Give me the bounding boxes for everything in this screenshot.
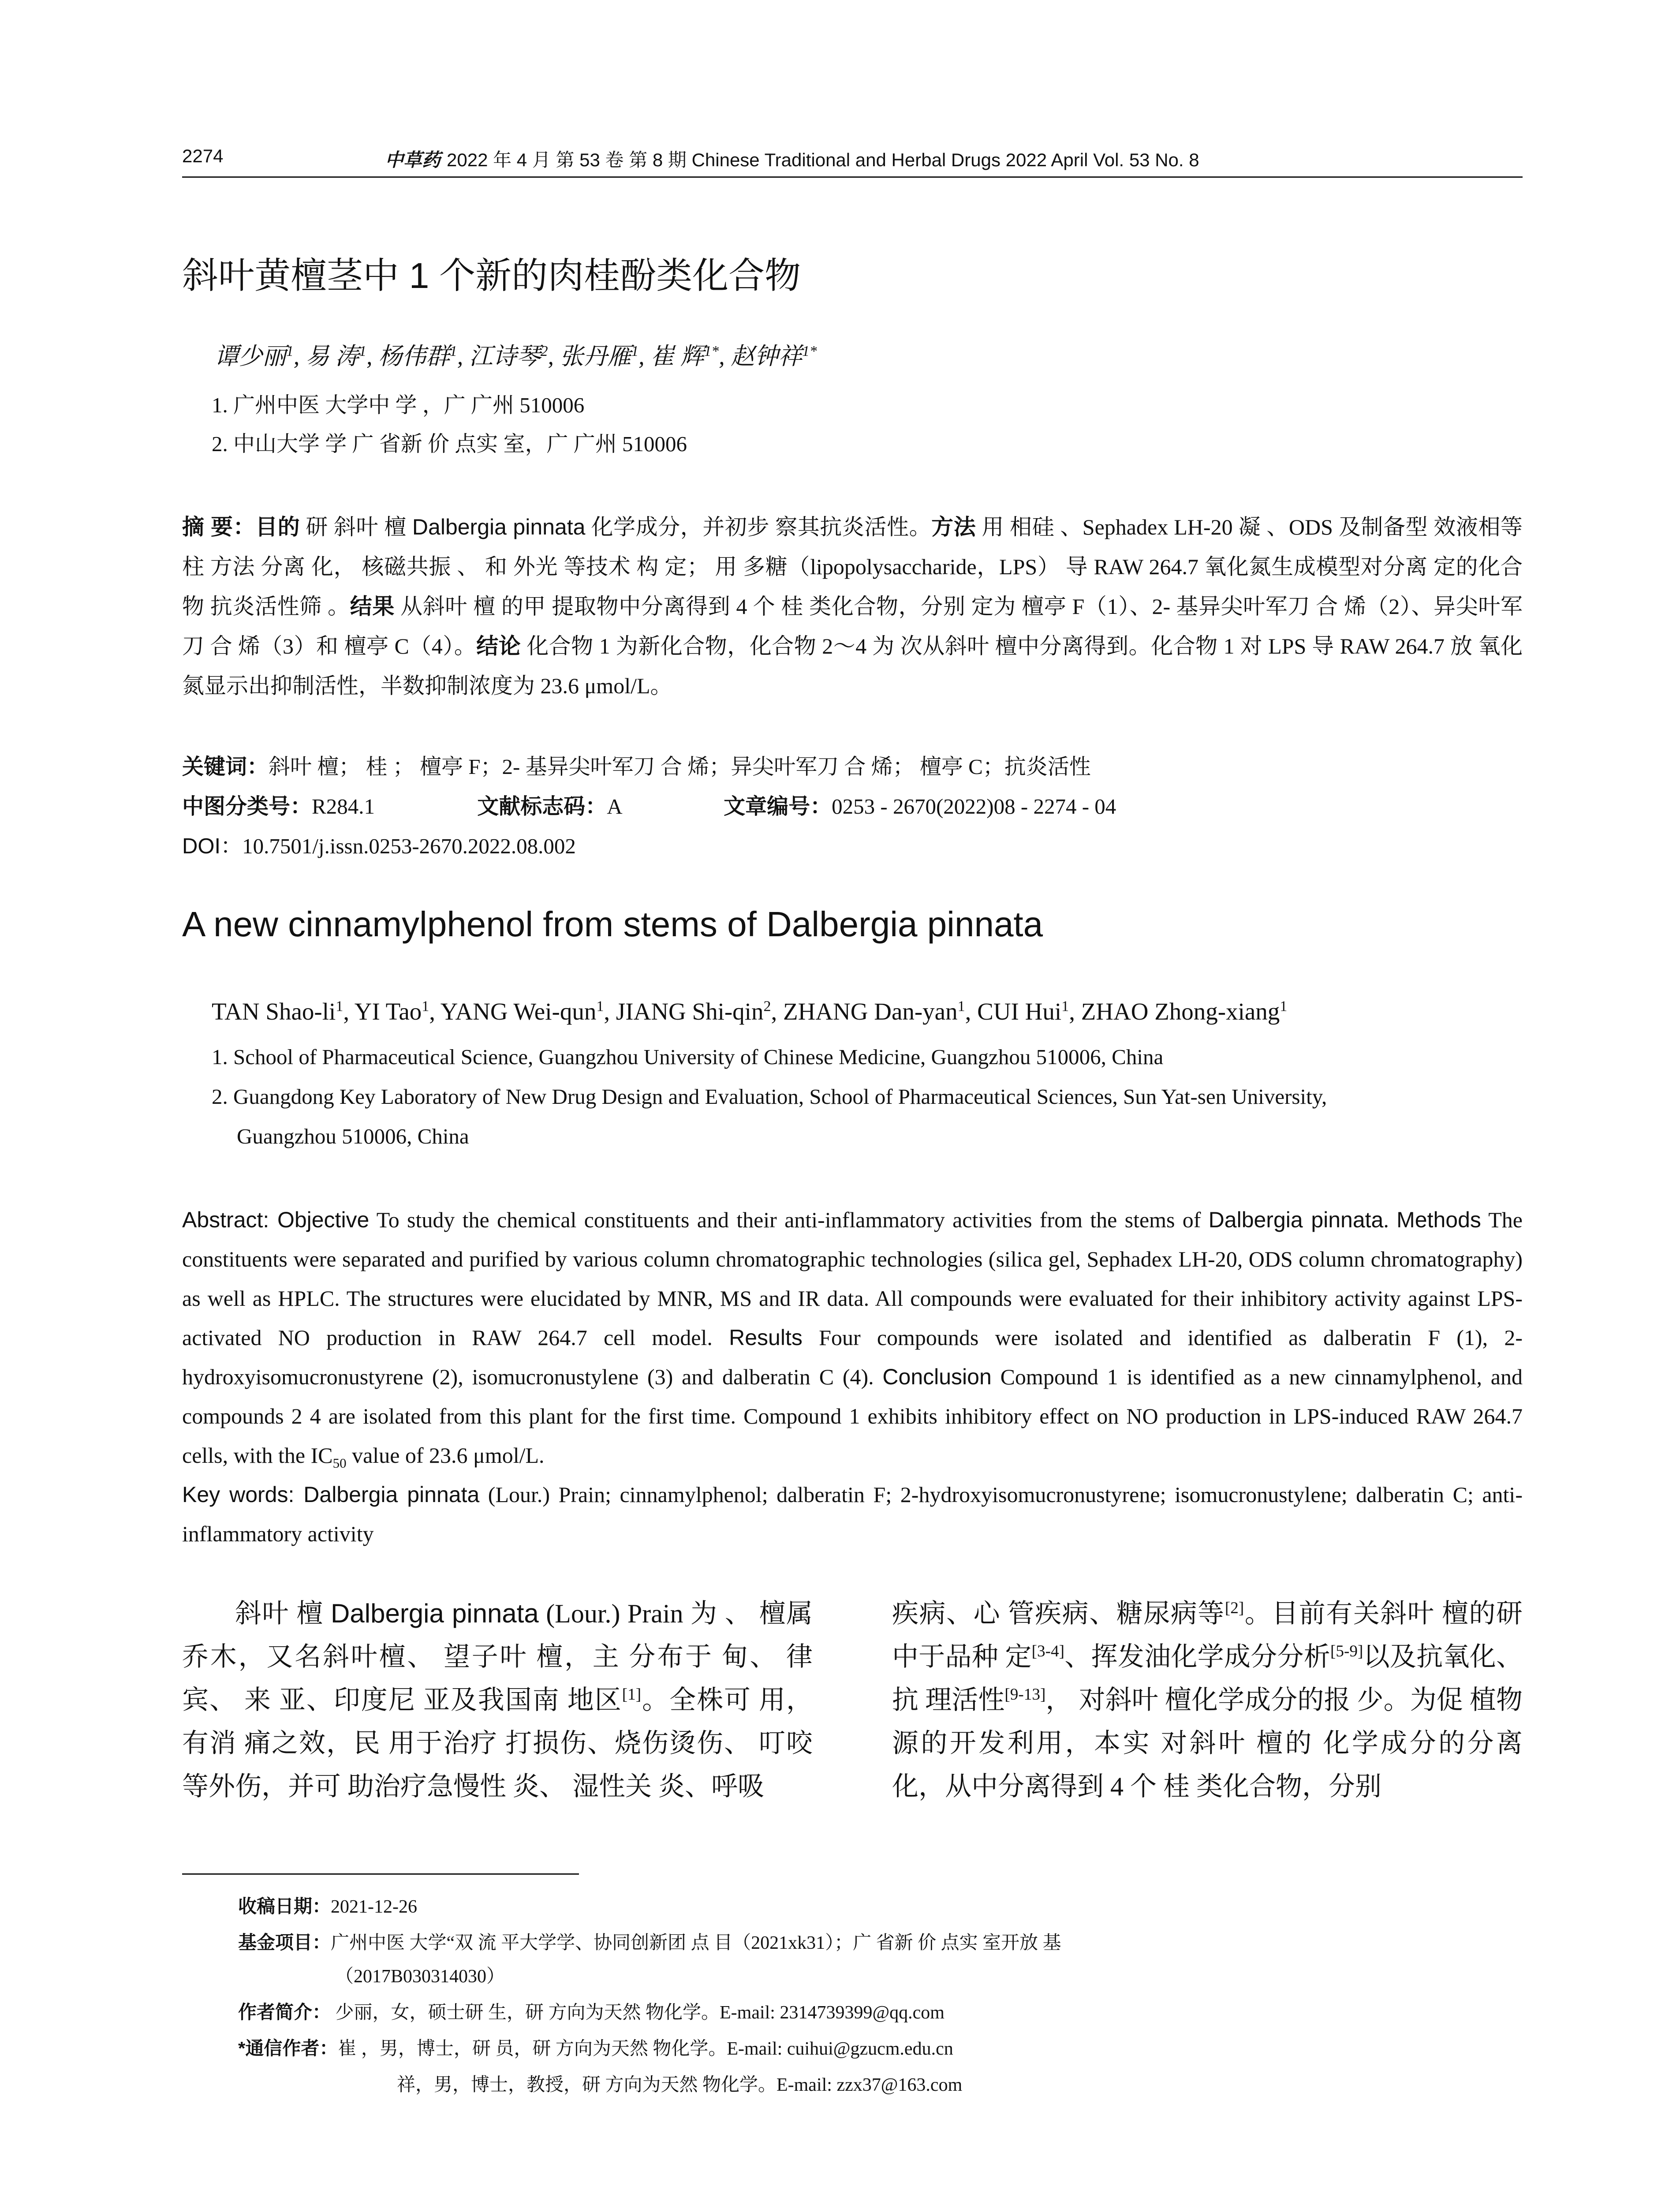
objective-label: 目的	[255, 515, 300, 539]
author-name: 谭少丽	[215, 343, 286, 370]
author-name: 杨伟群	[378, 343, 450, 370]
footnote-corresponding: *通信作者：崔 ，男，博士，研 员，研 方向为天然 物化学。E-mail: cuihui@gzucm.edu.cn	[238, 2038, 953, 2059]
affiliation-en-1: 1. School of Pharmaceutical Science, Guangzhou University of Chinese Medicine, Guangzhou 510006, China	[212, 1045, 1164, 1069]
citation[interactable]: [1]	[622, 1686, 642, 1704]
footnote-received: 收稿日期：2021-12-26	[238, 1896, 417, 1917]
citation[interactable]: [3-4]	[1031, 1642, 1064, 1660]
journal-info	[385, 146, 1199, 172]
running-header	[182, 146, 1523, 172]
results-label: 结果	[350, 594, 395, 619]
conclusion-label-en: Conclusion	[882, 1364, 992, 1389]
article-number: 0253 - 2670(2022)08 - 2274 - 04	[832, 794, 1116, 818]
footnote-author: 作者简介： 少丽，女，硕士研 生，研 方向为天然 物化学。E-mail: 2314739399@qq.com	[238, 2002, 945, 2023]
body-column-left: 斜叶 檀 Dalbergia pinnata (Lour.) Prain 为 、 檀属乔木，又名斜叶檀、 望子叶 檀，主 分布于 甸、 律宾、 来 亚、印度尼 亚及我国南 地区[1]。全株可 用，有消 痛之效，民 用于治疗 打损伤、烧伤烫伤、 叮咬等外伤，并可 助治疗急慢性 炎、 湿性关 炎、呼吸	[182, 1599, 813, 1801]
author-name: TAN Shao-li	[212, 998, 336, 1025]
author-name: 崔 辉	[650, 343, 704, 370]
author-name: ZHAO Zhong-xiang	[1081, 998, 1280, 1025]
author-list-zh: 谭少丽$^1$, 易 涛$^1$, 杨伟群$^1$, 江诗琴$^2$, 张丹雁$^1$, 崔 辉$^{1*}$, 赵钟祥$^{1*}$	[215, 343, 817, 370]
abstract-label-en: Abstract:	[182, 1207, 277, 1232]
body-column-right: 疾病、心 管疾病、糖尿病等[2]。目前有关斜叶 檀的研 中于品种 定[3-4]、挥发油化学成分分析[5-9]以及抗氧化、抗 理活性[9-13]， 对斜叶 檀化学成分的报 少。为促 植物 源的开发利用，本实 对斜叶 檀的 化学成分的分离 化，从中分离得到 4 个 桂 类化合物，分别	[892, 1599, 1523, 1801]
author-name: 江诗琴	[469, 343, 541, 370]
author-name: JIANG Shi-qin	[616, 998, 764, 1025]
objective-label-en: Objective	[277, 1207, 370, 1232]
author-name: ZHANG Dan-yan	[783, 998, 958, 1025]
author-name: CUI Hui	[977, 998, 1062, 1025]
affiliation-zh-2: 2. 中山大学 学 广 省新 价 点实 室，广 广州 510006	[212, 432, 687, 456]
citation[interactable]: [2]	[1225, 1599, 1244, 1617]
abstract-en: Abstract: Objective To study the chemical constituents and their anti-inflammatory activities from the stems of Dalbergia pinnata. Methods The constituents were separated and purified by various column chromatographic technologies (silica gel, Sephadex LH-20, ODS column chromatography) as well as HPLC. The structures were elucidated by MNR, MS and IR data. All compounds were evaluated for their inhibitory activity against LPS-activated NO production in RAW 264.7 cell model. Results Four compounds were isolated and identified as dalberatin F (1), 2-hydroxyisomucronustyrene (2), isomucronustylene (3) and dalberatin C (4). Conclusion Compound 1 is identified as a new cinnamylphenol, and compounds 2 4 are isolated from this plant for the first time. Compound 1 exhibits inhibitory effect on NO production in LPS-induced RAW 264.7 cells, with the $IC_{50}$ value of 23.6 μmol/L. Key words: Dalbergia pinnata (Lour.) Prain; cinnamylphenol; dalberatin F; 2-hydroxyisomucronustyrene; isomucronustylene; dalberatin C; anti-inflammatory activity	[182, 1207, 1523, 1546]
footnote-fund-cont: （2017B030314030）	[335, 1966, 505, 1987]
article-title-en: A new cinnamylphenol from stems of Dalbergia pinnata	[182, 904, 1043, 944]
footnote-corresponding-2: 祥，男，博士，教授，研 方向为天然 物化学。E-mail: zzx37@163.com	[397, 2075, 963, 2095]
species-name: Dalbergia pinnata	[331, 1599, 539, 1628]
species-name: Dalbergia pinnata	[1208, 1207, 1384, 1232]
header-rule	[182, 176, 1523, 178]
article-title-zh: 斜叶黄檀茎中 1 个新的肉桂酚类化合物	[182, 256, 801, 296]
methods-label: 方法	[931, 515, 976, 539]
author-name: 易 涛	[305, 343, 359, 370]
results-label-en: Results	[729, 1325, 803, 1350]
citation[interactable]: [9-13]	[1004, 1686, 1046, 1704]
classification-line: 中图分类号：R284.1 文献标志码：A 文章编号：0253 - 2670(2022)08 - 2274 - 04	[182, 794, 1116, 818]
species-name: Dalbergia pinnata	[303, 1482, 480, 1507]
author-name: 赵钟祥	[731, 343, 803, 370]
doi-link[interactable]: 10.7501/j.issn.0253-2670.2022.08.002	[242, 834, 576, 858]
affiliation-en-2: 2. Guangdong Key Laboratory of New Drug Design and Evaluation, School of Pharmaceutical Sciences, Sun Yat-sen University,	[212, 1084, 1327, 1109]
affiliation-zh-1: 1. 广州中医 大学中 学 ，广 广州 510006	[212, 393, 585, 417]
conclusion-label: 结论	[476, 634, 521, 658]
affiliation-en-2-cont: Guangzhou 510006, China	[237, 1124, 469, 1148]
journal-issue-line: 2022 年 4 月 第 53 卷 第 8 期 Chinese Traditional and Herbal Drugs 2022 April Vol. 53 No. 8	[447, 149, 1199, 170]
methods-label-en: Methods	[1396, 1207, 1481, 1232]
author-name: YANG Wei-qun	[440, 998, 597, 1025]
citation[interactable]: [5-9]	[1330, 1642, 1363, 1660]
author-list-en: TAN Shao-$li^1$, YI Tao$^1$, YANG Wei-qun$^1$, JIANG Shi-qin$^2$, ZHANG Dan-yan$^1$, CUI Hui$^1$, ZHAO Zhong-xiang$^1$	[212, 998, 1288, 1025]
author-name: 张丹雁	[560, 343, 631, 370]
keywords-zh: 关键词：斜叶 檀； 桂 ； 檀亭 F；2- 基异尖叶军刀 合 烯；异尖叶军刀 合 烯； 檀亭 C；抗炎活性	[182, 755, 1091, 779]
page-number: 2274	[182, 146, 224, 166]
document-code: A	[607, 794, 621, 818]
footnote-fund: 基金项目：广州中医 大学“双 流 平大学学、协同创新团 点 目（2021xk31）；广 省新 价 点实 室开放 基	[238, 1932, 1061, 1953]
species-name: Dalbergia pinnata	[412, 515, 586, 539]
footnote-rule	[182, 1873, 579, 1875]
abstract-zh: 摘 要：目的 研 斜叶 檀 Dalbergia pinnata 化学成分，并初步 察其抗炎活性。方法 用 相硅 、Sephadex LH-20 凝 、ODS 及制备型 效液相等柱 方法 分离 化， 核磁共振 、 和 外光 等技术 构 定； 用 多糖（lipopolysaccharide，LPS） 导 RAW 264.7 氧化氮生成模型对分离 定的化合物 抗炎活性筛 。结果 从斜叶 檀 的甲 提取物中分离得到 4 个 桂 类化合物，分别 定为 檀亭 F（1）、2- 基异尖叶军刀 合 烯（2）、异尖叶军刀 合 烯（3）和 檀亭 C（4）。结论 化合物 1 为新化合物，化合物 2～4 为 次从斜叶 檀中分离得到。化合物 1 对 LPS 导 RAW 264.7 放 氧化氮显示出抑制活性，半数抑制浓度为 23.6 μmol/L。	[182, 515, 1523, 698]
abstract-label: 摘 要：	[182, 515, 256, 539]
doi-line: DOI：10.7501/j.issn.0253-2670.2022.08.002	[182, 834, 576, 858]
journal-logo: 中草药	[385, 149, 441, 171]
keywords-label: 关键词：	[182, 755, 269, 779]
clc-number: R284.1	[312, 794, 375, 818]
keywords-label-en: Key words:	[182, 1482, 304, 1507]
author-name: YI Tao	[354, 998, 422, 1025]
